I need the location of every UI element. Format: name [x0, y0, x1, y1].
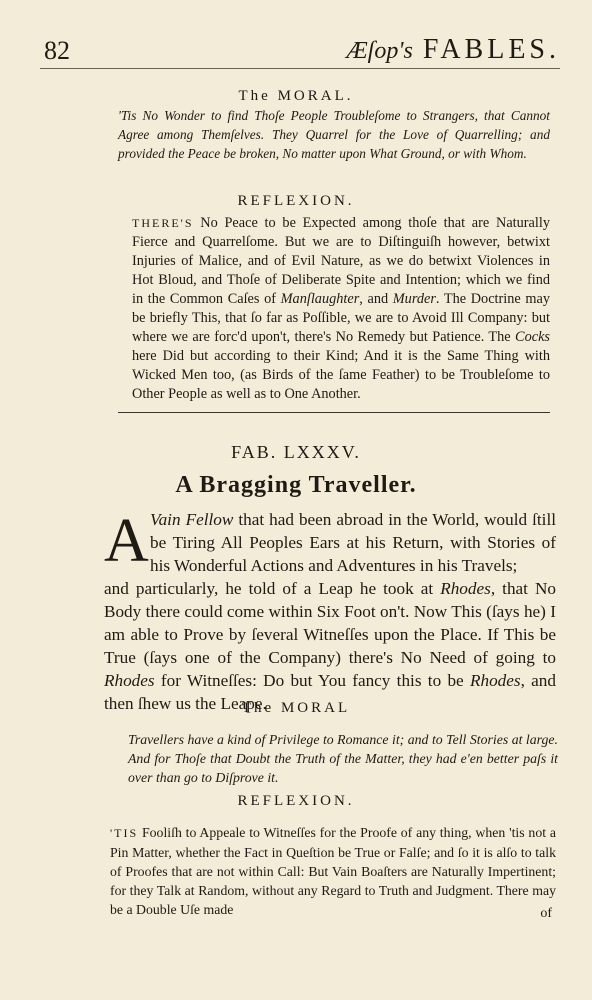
place-name: Rhodes: [440, 579, 491, 598]
drop-cap: A: [104, 507, 149, 575]
reflexion-heading: REFLEXION.: [237, 193, 355, 209]
fable-number: FAB. LXXXV.: [231, 442, 361, 462]
fable-text-part: , that No Body there could come within Six Foot on't. Now This (ſays he) I am able to Prove by ſeveral Witneſſes upon the Place. If This be True (ſays one of the Company) there's No Need of going to: [104, 579, 556, 667]
section-divider: [118, 412, 550, 413]
place-name: Rhodes: [104, 671, 155, 690]
reflexion-text-part: . The Doctrine may be briefly This, that ſo far as Poſſible, we are to Avoid Ill Company: but where we are forc'd upon't, there's No Remedy but Patience. The: [132, 291, 550, 345]
moral-text-2: Travellers have a kind of Privilege to Romance it; and to Tell Stories at large. And for Thoſe that Doubt the Truth of the Matter, they had e'en better paſs it over than go to Diſprove it.: [128, 732, 558, 785]
page-number: 82: [44, 36, 70, 65]
moral-text: 'Tis No Wonder to find Thoſe People Troubleſome to Strangers, that Cannot Agree among Themſelves. They Quarrel for the Love of Quarrelling; and provided the Peace be broken, No matter upon What Ground, or with Whom.: [118, 108, 550, 161]
fable-italic-open: Vain Fellow: [150, 510, 234, 529]
reflexion-italic: Manſlaughter: [280, 291, 360, 307]
running-head: [40, 30, 560, 70]
reflexion-text-2: [110, 823, 556, 919]
header-rule: [40, 68, 560, 69]
reflexion-text-part: , and: [359, 291, 393, 307]
running-title: [346, 34, 560, 66]
reflexion2-text-part: Fooliſh to Appeale to Witneſſes for the Proofe of any thing, when 'tis not a Pin Matter, whether the Fact in Queſtion be True or Falſe; and ſo it is alſo to talk of Proofes that are not within Call: But Vain Boaſters are Naturally Impertinent; for they Talk at Random, without any Regard to Truth and Judgment. There may be a Double Uſe made: [110, 825, 556, 917]
fable-text: [104, 508, 556, 715]
fable-indented-lines: [104, 508, 556, 577]
moral-heading: The MORAL.: [238, 88, 354, 104]
fable-text-part: and particularly, he told of a Leap he took at: [104, 579, 441, 598]
reflexion-text-part: here Did but according to their Kind; And it is the Same Thing with Wicked Men too, (as Birds of the ſame Feather) to be Troubleſome to Other People as well as to One Another.: [132, 348, 550, 402]
reflexion-heading-2: REFLEXION.: [237, 793, 355, 809]
moral-heading-2: The MORAL: [241, 700, 351, 716]
fable-text-part: for Witneſſes: Do but You fancy this to be: [154, 671, 470, 690]
catchword: of: [540, 906, 552, 921]
reflexion-text: [132, 214, 550, 404]
fable-title: A Bragging Traveller.: [175, 472, 417, 498]
running-title-caps: FABLES.: [422, 34, 560, 65]
place-name: Rhodes: [469, 671, 521, 690]
reflexion-lead-caps: THERE'S: [132, 216, 194, 230]
fable-text-part: , and then ſhew us the Leape.: [104, 671, 556, 713]
reflexion2-lead-caps: 'TIS: [110, 826, 139, 840]
reflexion-text-part: No Peace to be Expected among thoſe that are Naturally Fierce and Quarrelſome. But we are to Diſtinguiſh however, betwixt Injuries of Malice, and of Evil Nature, as we do betwixt Violences in Hot Bloud, and Thoſe of Deliberate Spite and Intention; which we find in the Common Caſes of: [132, 215, 550, 307]
reflexion-italic: Cocks: [515, 329, 550, 345]
running-title-italic: Æſop's: [346, 38, 413, 64]
reflexion-italic: Murder: [392, 291, 436, 307]
fable-text-part: that had been abroad in the World, would ſtill be Tiring All Peoples Ears at his Return, with Stories of his Wonderful Actions and Adventures in his Travels;: [150, 510, 556, 575]
